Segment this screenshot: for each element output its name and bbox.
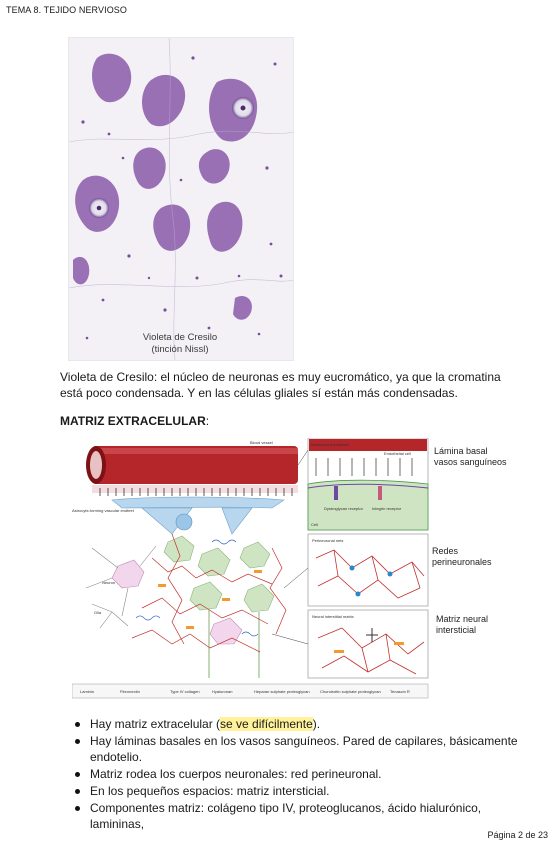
legend-hyaluronan: Hyaluronan [212, 689, 233, 694]
list-item: Componentes matriz: colágeno tipo IV, proteoglucanos, ácido hialurónico, lamininas, [73, 800, 533, 832]
legend-laminin: Laminin [80, 689, 95, 694]
label-basal-line2: vasos sanguíneos [434, 457, 507, 467]
list-item: Matriz rodea los cuerpos neuronales: red perineuronal. [73, 766, 533, 782]
label-interstitial-matrix [436, 614, 488, 636]
label-interstitial-line2: intersticial [436, 625, 477, 635]
highlighted-text: se ve difícilmente [220, 717, 313, 731]
interstitial-matrix-label: Neural interstitial matrix [312, 614, 354, 619]
page-header: TEMA 8. TEJIDO NERVIOSO [6, 5, 127, 15]
legend-type-iv-collagen: Type IV collagen [170, 689, 200, 694]
intro-paragraph: Violeta de Cresilo: el núcleo de neuronas es muy eucromático, ya que la cromatina está poco condensada. Y en las células gliales sí están más condensadas. [60, 370, 501, 400]
integrin-label: Integrin receptor [372, 506, 402, 511]
legend-tenascin: Tenascin R [390, 689, 410, 694]
astrocyte-label: Astrocyte-forming vascular endfeet [72, 508, 134, 513]
list-item: En los pequeños espacios: matriz intersticial. [73, 783, 533, 799]
section-heading-text: MATRIZ EXTRACELULAR [60, 414, 206, 428]
ecm-illustration [72, 438, 512, 700]
label-basal-line1: Lámina basal [434, 446, 488, 456]
blood-vessel-label: Blood vessel [250, 440, 273, 445]
bullet-1-before: Hay matriz extracelular ( [90, 717, 221, 731]
perineuronal-nets-label: Perineuronal nets [312, 538, 344, 543]
basement-membrane-label: Basement membrane [311, 442, 350, 447]
legend-fibronectin: Fibronectin [120, 689, 140, 694]
interstitial-panel [308, 610, 428, 678]
neuron-label: Neuron [102, 580, 116, 585]
label-interstitial-line1: Matriz neural [436, 614, 489, 624]
ecm-figure [72, 438, 512, 700]
bullet-list [73, 716, 533, 833]
bullet-1-after: ). [312, 717, 321, 731]
legend-heparan: Heparan sulphate proteoglycan [254, 689, 310, 694]
micrograph-caption-line2: (tinción Nissl) [151, 344, 209, 355]
label-perineuronal-line1: Redes [432, 546, 459, 556]
cell-label: Cell [311, 522, 318, 527]
endothelial-label: Endothelial cell [384, 451, 411, 456]
glia-label: Glia [94, 610, 102, 615]
cresyl-violet-micrograph [68, 37, 294, 361]
label-perineuronal-nets [432, 546, 492, 568]
dystroglycan-label: Dystroglycan receptor [324, 506, 363, 511]
list-item [73, 716, 533, 732]
list-item: Hay láminas basales en los vasos sanguíneos. Pared de capilares, básicamente endotelio. [73, 733, 533, 765]
page-number: Página 2 de 23 [487, 830, 548, 840]
micrograph-caption [68, 332, 292, 356]
label-basal-lamina [434, 446, 507, 468]
section-heading [60, 414, 209, 428]
section-heading-colon: : [205, 414, 210, 428]
legend-chondroitin: Chondroitin sulphate proteoglycan [320, 689, 381, 694]
perineuronal-panel [308, 534, 428, 606]
micrograph-caption-line1: Violeta de Cresilo [142, 332, 218, 343]
label-perineuronal-line2: perineuronales [432, 557, 492, 567]
